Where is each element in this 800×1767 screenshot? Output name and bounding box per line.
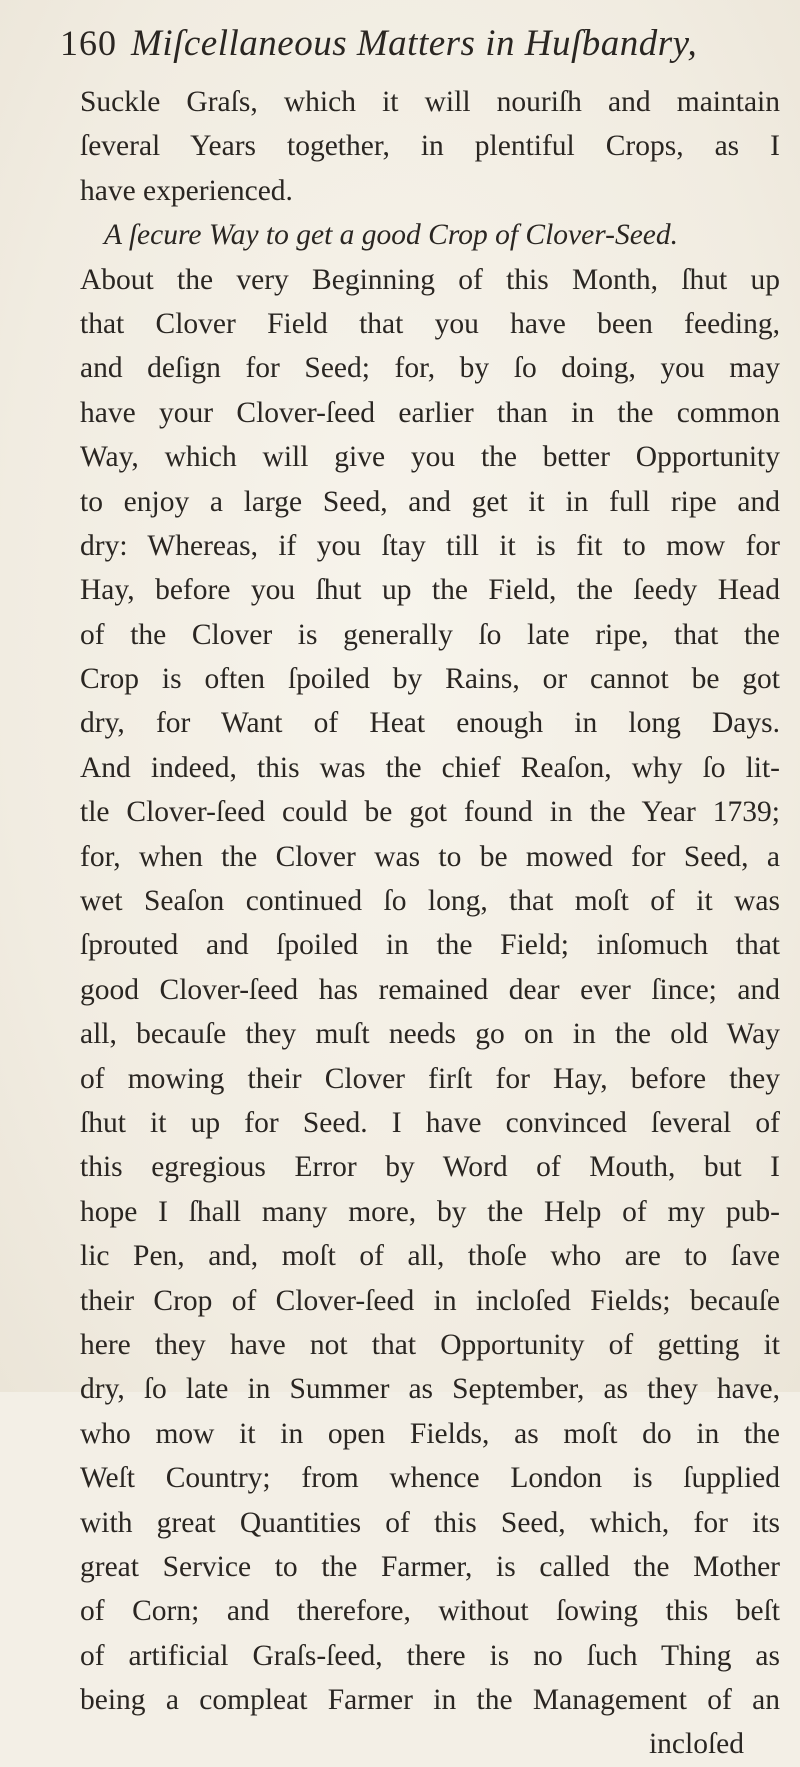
text-line: who mow it in open Fields, as moſt do in the <box>80 1417 780 1450</box>
text-line: this egregious Error by Word of Mouth, but I <box>80 1151 780 1184</box>
text-line: of Corn; and therefore, without ſowing this beſt <box>80 1595 780 1628</box>
text-line: Way, which will give you the better Opportunity <box>80 441 780 474</box>
text-line: hope I ſhall many more, by the Help of my pub- <box>80 1195 780 1228</box>
text-line: And indeed, this was the chief Reaſon, why ſo lit- <box>80 751 780 784</box>
text-line: of artificial Graſs-ſeed, there is no ſuch Thing as <box>80 1639 780 1672</box>
text-line: wet Seaſon continued ſo long, that moſt of it was <box>80 885 780 918</box>
text-line: ſhut it up for Seed. I have convinced ſeveral of <box>80 1106 780 1139</box>
text-line: good Clover-ſeed has remained dear ever ſince; and <box>80 973 780 1006</box>
page-header <box>60 22 750 78</box>
text-line: being a compleat Farmer in the Management of an <box>80 1684 780 1717</box>
text-line: Hay, before you ſhut up the Field, the ſeedy Head <box>80 574 780 607</box>
text-line: for, when the Clover was to be mowed for Seed, a <box>80 840 780 873</box>
text-line: that Clover Field that you have been feeding, <box>80 307 780 340</box>
text-line: of mowing their Clover firſt for Hay, before they <box>80 1062 780 1095</box>
text-line: lic Pen, and, moſt of all, thoſe who are to ſave <box>80 1240 780 1273</box>
text-line: here they have not that Opportunity of getting it <box>80 1328 780 1361</box>
page-number: 160 <box>60 23 117 63</box>
text-line: dry, for Want of Heat enough in long Days. <box>80 707 780 740</box>
text-line: dry, ſo late in Summer as September, as they have, <box>80 1373 780 1406</box>
text-line: and deſign for Seed; for, by ſo doing, you may <box>80 352 780 385</box>
text-line: Crop is often ſpoiled by Rains, or cannot be got <box>80 663 780 696</box>
text-line: ſeveral Years together, in plentiful Crops, as I <box>80 130 780 163</box>
catchword: incloſed <box>648 1728 744 1761</box>
text-line: About the very Beginning of this Month, ſhut up <box>80 263 780 296</box>
body-text <box>80 80 780 1767</box>
text-line: all, becauſe they muſt needs go on in the old Way <box>80 1018 780 1051</box>
text-line: tle Clover-ſeed could be got found in the Year 1739; <box>80 796 780 829</box>
text-line: Weſt Country; from whence London is ſupplied <box>80 1462 780 1495</box>
text-line: have your Clover-ſeed earlier than in the common <box>80 396 780 429</box>
text-line: dry: Whereas, if you ſtay till it is fit to mow for <box>80 529 780 562</box>
text-line: Suckle Graſs, which it will nouriſh and maintain <box>80 86 780 118</box>
text-line: have experienced. <box>80 174 293 207</box>
running-head: Miſcellaneous Matters in Huſbandry, <box>131 23 698 64</box>
section-heading: A ſecure Way to get a good Crop of Clover-Seed. <box>104 219 679 252</box>
text-line: their Crop of Clover-ſeed in incloſed Fields; becauſe <box>80 1284 780 1317</box>
text-line: of the Clover is generally ſo late ripe, that the <box>80 618 780 651</box>
text-line: to enjoy a large Seed, and get it in full ripe and <box>80 485 780 518</box>
text-line: great Service to the Farmer, is called the Mother <box>80 1550 780 1583</box>
text-line: ſprouted and ſpoiled in the Field; inſomuch that <box>80 929 780 962</box>
text-line: with great Quantities of this Seed, which, for its <box>80 1506 780 1539</box>
